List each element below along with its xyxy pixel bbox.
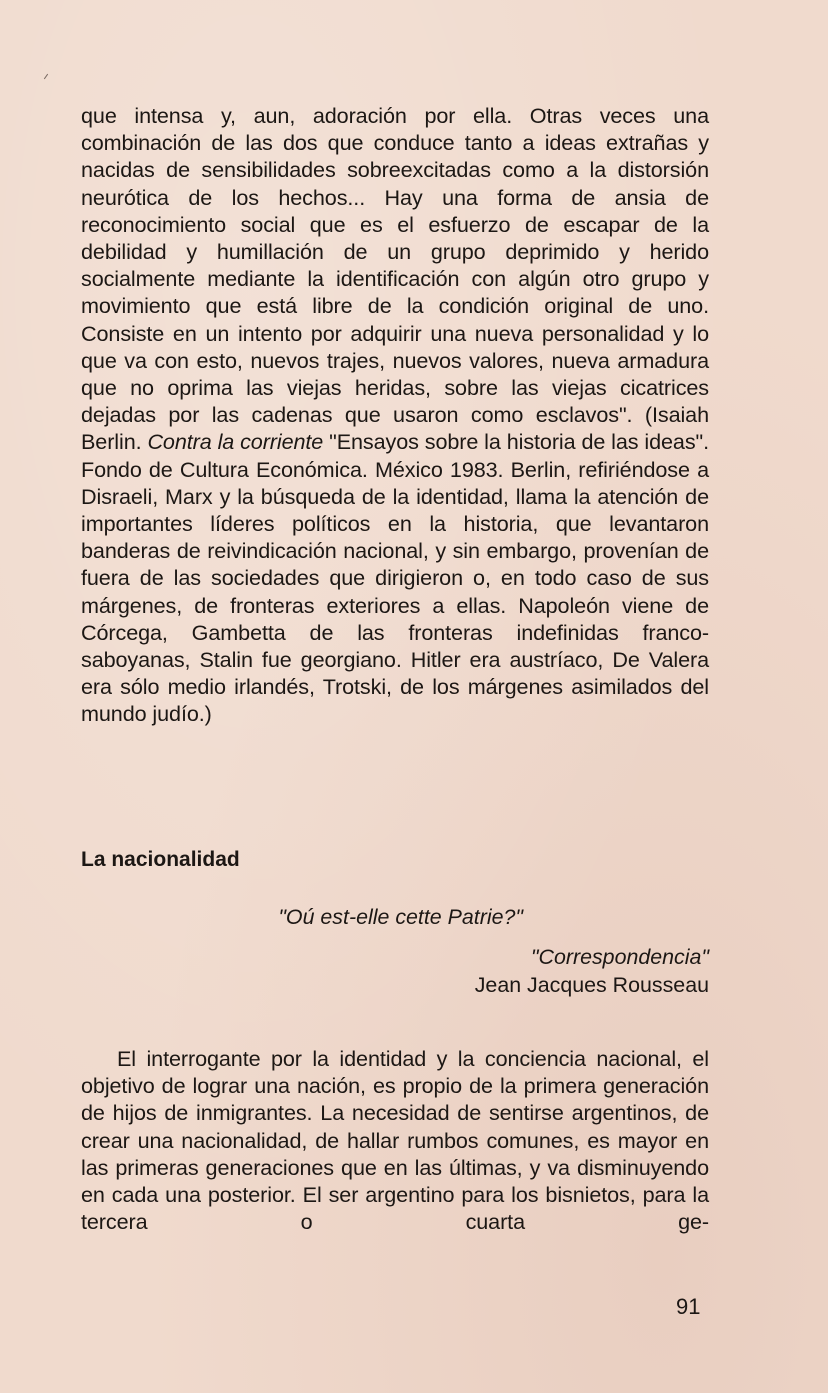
epigraph-author: Jean Jacques Rousseau xyxy=(474,973,709,997)
section-text xyxy=(81,1045,709,1235)
section-heading: La nacionalidad xyxy=(81,848,240,871)
epigraph-source: "Correspondencia" xyxy=(530,945,709,969)
citation-text: "Ensayos sobre la historia de las ideas". Fondo de Cultura Económica. México 1983. Berlin, refiriéndose a Disraeli, Marx y la búsqueda de la identidad, llama la atención de importantes líderes políticos en la historia, que levantaron banderas de reivindicación nacional, y sin embargo, provenían de fuera de las sociedades que dirigieron o, en todo caso de sus márgenes, de fronteras exteriores a ellas. Napoleón viene de Córcega, Gambetta de las fronteras indefinidas franco-saboyanas, Stalin fue georgiano. Hitler era austríaco, De Valera era sólo medio irlandés, Trotski, de los márgenes asimilados del mundo judío.) xyxy=(81,429,709,727)
body-paragraph-text: que intensa y, aun, adoración por ella. Otras veces una combinación de las dos que conduce tanto a ideas extrañas y nacidas de sensibilidades sobreexcitadas como a la distorsión neurótica de los hechos... Hay una forma de ansia de reconocimiento social que es el esfuerzo de escapar de la debilidad y humillación de un grupo deprimido y herido socialmente mediante la identificación con algún otro grupo y movimiento que está libre de la condición original de uno. Consiste en un intento por adquirir una nueva personalidad y lo que va con esto, nuevos trajes, nuevos valores, nueva armadura que no oprima las viejas heridas, sobre las viejas cicatrices dejadas por las cadenas que usaron como esclavos". (Isaiah Berlin. xyxy=(81,103,709,455)
stray-mark xyxy=(44,74,48,79)
section-paragraph: El interrogante por la identidad y la conciencia nacional, el objetivo de lograr una nación, es propio de la primera generación de hijos de inmigrantes. La necesidad de sentirse argentinos, de crear una nacionalidad, de hallar rumbos comunes, es mayor en las primeras generaciones que en las últimas, y va disminuyendo en cada una posterior. El ser argentino para los bisnietos, para la tercera o cuarta ge- xyxy=(81,1046,709,1235)
body-text xyxy=(81,102,709,728)
page-number: 91 xyxy=(676,1294,701,1319)
body-paragraph xyxy=(81,102,709,728)
citation-title: Contra la corriente xyxy=(147,429,324,455)
epigraph-quote: "Oú est-elle cette Patrie?" xyxy=(278,905,523,929)
